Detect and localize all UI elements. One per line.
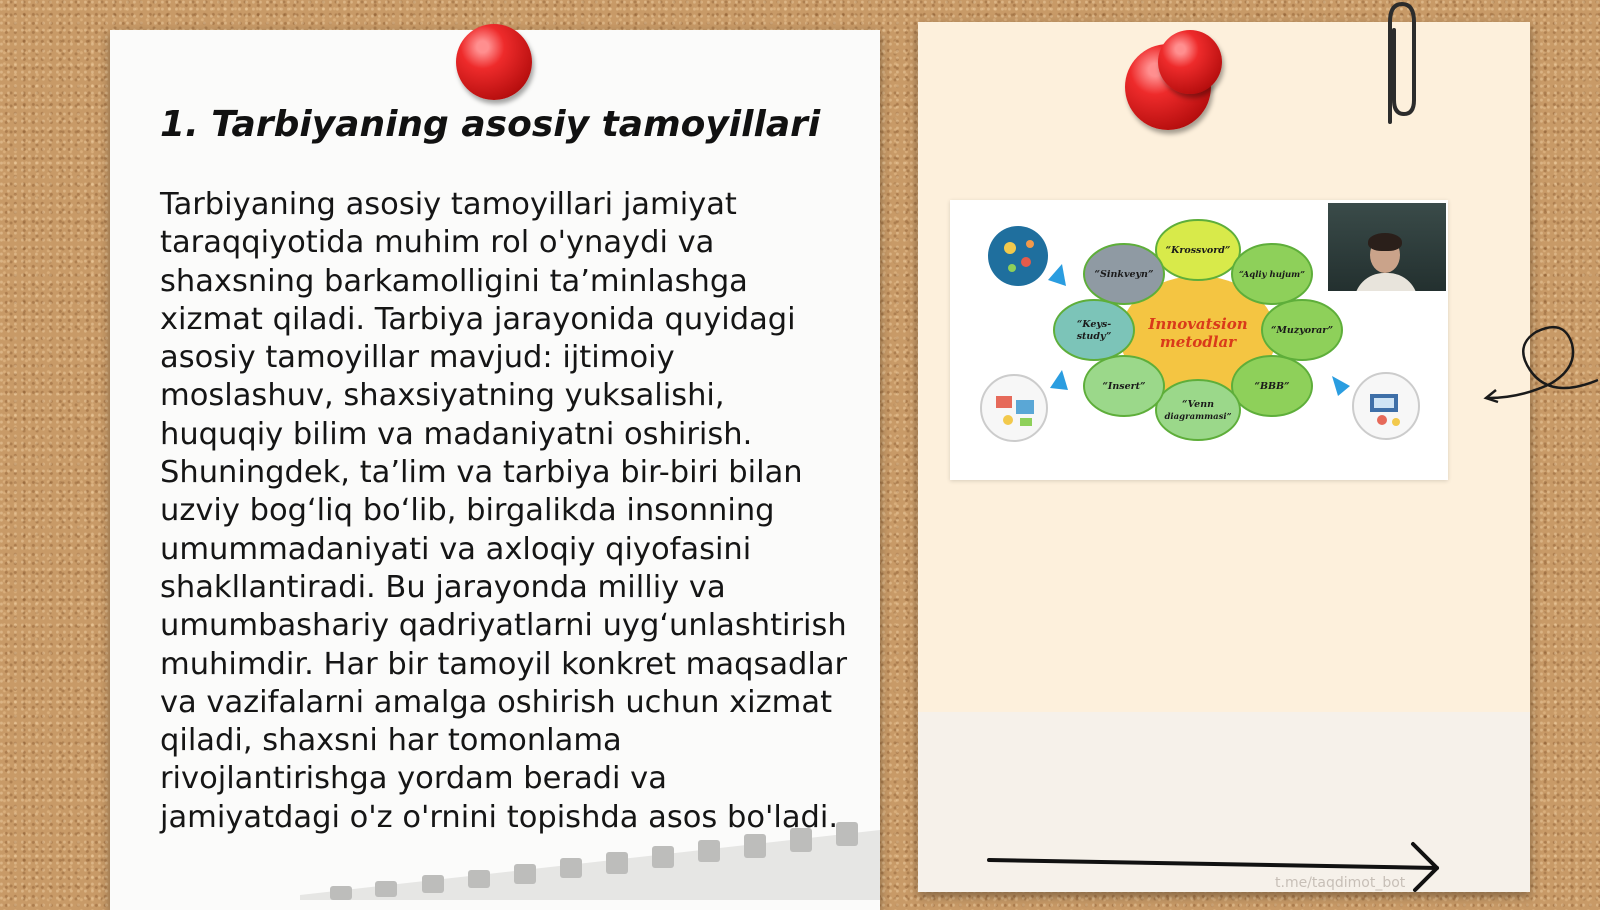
presenter-body <box>1354 273 1418 291</box>
label-keys-line1: “Keys- <box>1076 319 1112 330</box>
center-label-line1: Innovatsion <box>1148 315 1248 333</box>
webcam-video-overlay <box>1328 203 1446 291</box>
petal-venn-diagrammasi <box>1156 380 1240 440</box>
presenter-hair <box>1368 233 1402 251</box>
label-krossvord: “Krossvord” <box>1165 245 1231 256</box>
decorative-loop-arrow <box>1480 310 1600 410</box>
lightbulb-globe-icon <box>988 226 1048 286</box>
label-venn-line1: “Venn <box>1181 399 1215 410</box>
computer-icons-circle-right <box>1353 373 1419 439</box>
label-aqliy-hujum: “Aqliy hujum” <box>1238 270 1306 280</box>
label-keys-line2: study” <box>1076 331 1112 342</box>
center-label-line2: metodlar <box>1159 333 1237 351</box>
watermark-text: t.me/taqdimot_bot <box>1275 875 1406 891</box>
slide-title: 1. Tarbiyaning asosiy tamoyillari <box>160 104 821 145</box>
label-muzyorar: “Muzyorar” <box>1270 325 1334 336</box>
label-bbb: “BBB” <box>1254 381 1290 392</box>
petal-keys-study <box>1054 300 1134 360</box>
red-push-pin-right-front <box>1158 30 1222 94</box>
label-sinkveyn: “Sinkveyn” <box>1094 269 1154 280</box>
red-push-pin-left <box>456 24 532 100</box>
paper-clip-icon <box>1376 0 1422 126</box>
label-venn-line2: diagrammasi” <box>1164 412 1232 422</box>
label-insert: “Insert” <box>1102 381 1146 392</box>
slide-body-text: Tarbiyaning asosiy tamoyillari jamiyat taraqqiyotida muhim rol o'ynaydi va shaxsning barkamolligini ta’minlashga xizmat qiladi. Tarbiya jarayonida quyidagi asosiy tamoyillar mavjud: ijtimoiy moslashuv, shaxsiyatning yuksalishi, huquqiy bilim va madaniyatni oshirish. Shuningdek, ta’lim va tarbiya bir-biri bilan uzviy bog‘liq bo‘lib, birgalikda insonning umummadaniyati va axloqiy qiyofasini shakllantiradi. Bu jarayonda milliy va umumbashariy qadriyatlarni uyg‘unlashtirish muhimdir. Har bir tamoyil konkret maqsadlar va vazifalarni amalga oshirish uchun xizmat qiladi, shaxsni har tomonlama rivojlantirishga yordam beradi va jamiyatdagi o'z o'rnini topishda asos bo'ladi. <box>160 187 848 835</box>
education-icons-circle-left <box>981 375 1047 441</box>
